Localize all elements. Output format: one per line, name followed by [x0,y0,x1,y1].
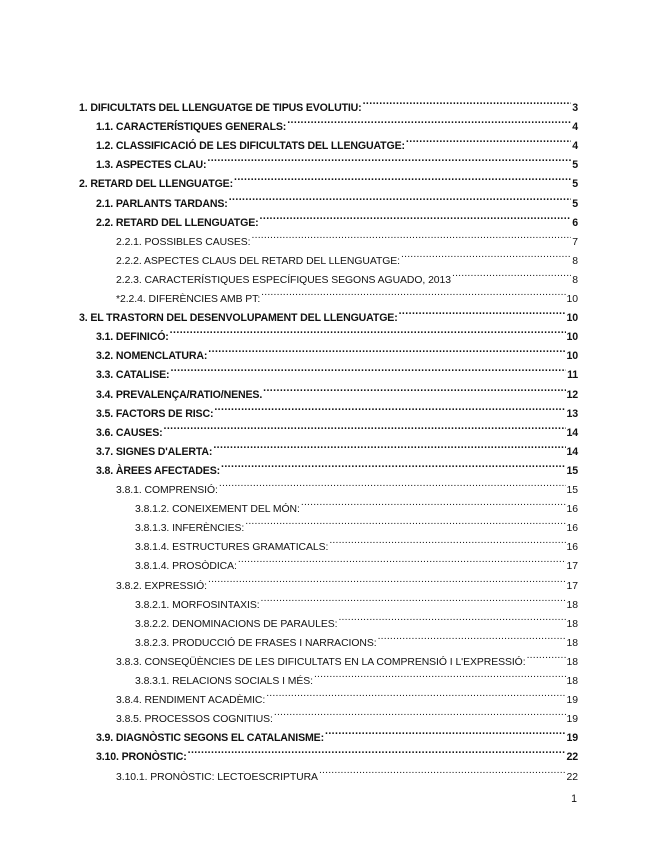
toc-entry-title: 3.1. DEFINICÓ: [96,331,169,344]
toc-dot-leader [314,665,566,684]
toc-entry[interactable] [116,264,578,286]
toc-dot-leader [261,283,565,302]
toc-entry-title: 3.9. DIAGNÒSTIC SEGONS EL CATALANISME: [96,732,324,745]
toc-dot-leader [261,589,566,608]
toc-dot-leader [207,149,571,168]
toc-dot-leader [214,398,565,417]
toc-entry-title: 2.2.2. ASPECTES CLAUS DEL RETARD DEL LLENGUATGE: [116,255,401,267]
toc-entry-page-number: 18 [566,676,578,687]
toc-entry-page-number: 7 [572,236,578,248]
toc-entry-page-number: 16 [566,542,578,554]
toc-entry-page-number: 4 [572,140,578,153]
toc-entry[interactable] [116,646,578,668]
toc-entry[interactable] [96,417,578,439]
toc-entry[interactable] [96,359,578,382]
toc-entry-page-number: 8 [572,255,578,267]
toc-entry[interactable] [96,130,578,153]
toc-entry[interactable] [96,321,578,344]
toc-entry-page-number: 18 [566,599,578,611]
toc-dot-leader [338,608,565,627]
toc-entry[interactable] [135,493,578,516]
toc-entry-page-number: 10 [566,331,578,344]
toc-dot-leader [406,130,571,149]
toc-entry[interactable] [135,627,578,649]
toc-dot-leader [329,531,565,550]
toc-dot-leader [170,359,566,378]
toc-entry-page-number: 17 [566,580,578,592]
footer-page-number: 1 [571,793,577,805]
toc-entry-page-number: 15 [566,485,578,496]
toc-entry-page-number: 18 [566,637,578,649]
toc-dot-leader [266,684,565,703]
toc-dot-leader [263,379,565,398]
toc-entry-page-number: 16 [566,523,578,535]
toc-entry-title: 2.2.3. CARACTERÍSTIQUES ESPECÍFIQUES SEGONS AGUADO, 2013 [116,274,451,286]
toc-entry[interactable] [79,92,578,114]
toc-entry-page-number: 22 [566,771,578,783]
toc-entry-page-number: 16 [566,504,578,516]
toc-entry[interactable] [96,340,578,363]
toc-dot-leader [527,646,566,665]
toc-entry-title: 1.1. CARACTERÍSTIQUES GENERALS: [96,121,287,134]
toc-entry-page-number: 19 [566,695,578,707]
toc-entry-title: 3.8.2.2. DENOMINACIONS DE PARAULES: [135,618,338,630]
toc-dot-leader [208,570,566,589]
toc-entry-page-number: 19 [566,732,578,745]
toc-entry[interactable] [116,761,578,783]
toc-dot-leader [252,226,572,245]
toc-dot-leader [378,627,566,646]
toc-dot-leader [221,455,566,474]
toc-entry[interactable] [135,550,578,573]
toc-entry-title: 2. RETARD DEL LLENGUATGE: [79,178,233,191]
toc-entry[interactable] [96,188,578,210]
toc-entry-page-number: 18 [566,656,578,668]
toc-dot-leader [274,703,566,722]
toc-entry[interactable] [116,570,578,592]
toc-entry-title: 1. DIFICULTATS DEL LLENGUATGE DE TIPUS EVOLUTIU: [79,102,362,114]
toc-entry-title: 3.8.2. EXPRESSIÓ: [116,580,207,592]
toc-entry[interactable] [79,168,578,191]
toc-entry-title: 3.8.1.2. CONEIXEMENT DEL MÓN: [135,504,300,516]
toc-dot-leader [363,92,572,111]
toc-entry-page-number: 4 [572,121,578,134]
toc-entry-page-number: 19 [566,714,578,726]
toc-entry[interactable] [96,741,578,764]
toc-entry-page-number: 18 [566,618,578,630]
toc-entry-page-number: 8 [572,274,578,286]
toc-entry-page-number: 12 [566,388,578,401]
toc-entry-title: 3.5. FACTORS DE RISC: [96,407,214,420]
toc-entry-title: 3.8.1.4. ESTRUCTURES GRAMATICALS: [135,542,329,554]
toc-entry[interactable] [96,398,578,420]
toc-entry-title: 1.2. CLASSIFICACIÓ DE LES DIFICULTATS DEL LLENGUATGE: [96,140,405,153]
toc-entry[interactable] [96,379,578,401]
toc-entry-title: 3.8.1. COMPRENSIÓ: [116,485,218,496]
toc-entry-title: 3.10. PRONÒSTIC: [96,751,187,764]
toc-dot-leader [260,207,572,226]
toc-entry-page-number: 22 [566,751,578,764]
toc-entry-page-number: 5 [572,159,578,172]
toc-entry[interactable] [96,111,578,134]
toc-entry-page-number: 11 [567,369,578,382]
toc-entry-page-number: 14 [566,445,578,458]
toc-dot-leader [319,761,566,780]
toc-entry[interactable] [116,684,578,707]
toc-entry-title: 3.8.3.1. RELACIONS SOCIALS I MÉS: [135,676,313,687]
toc-entry[interactable] [96,436,578,458]
toc-dot-leader [287,111,571,130]
toc-dot-leader [399,302,566,321]
toc-entry-title: 3.8.1.4. PROSÒDICA: [135,561,237,573]
toc-dot-leader [164,417,566,436]
toc-entry[interactable] [96,455,578,477]
toc-entry-page-number: 10 [566,294,578,305]
toc-entry-title: 3.8.2.1. MORFOSINTAXIS: [135,599,260,611]
toc-dot-leader [452,264,571,283]
toc-dot-leader [234,168,571,187]
toc-dot-leader [245,512,565,531]
toc-entry-title: 3.3. CATALISE: [96,369,170,382]
toc-entry-title: 3.6. CAUSES: [96,426,163,439]
toc-entry-title: 3.4. PREVALENÇA/RATIO/NENES. [96,388,263,401]
toc-entry-title: 3.2. NOMENCLATURA: [96,350,208,363]
toc-entry[interactable] [135,665,578,687]
toc-entry-page-number: 3 [572,102,578,114]
toc-entry-title: 3.8.1.3. INFERÈNCIES: [135,523,245,535]
toc-entry-page-number: 10 [566,312,578,325]
toc-entry[interactable] [116,245,578,267]
toc-entry-title: *2.2.4. DIFERÈNCIES AMB PT: [116,294,261,305]
toc-entry[interactable] [96,722,578,745]
toc-entry-page-number: 6 [572,216,578,229]
toc-entry-page-number: 17 [566,561,578,573]
toc-entry[interactable] [96,207,578,229]
toc-dot-leader [229,188,572,207]
toc-entry[interactable] [135,589,578,611]
toc-dot-leader [213,436,565,455]
toc-dot-leader [219,474,566,493]
toc-entry-title: 2.2.1. POSSIBLES CAUSES: [116,236,251,248]
toc-dot-leader [208,340,565,359]
toc-entry-title: 3.7. SIGNES D'ALERTA: [96,445,213,458]
toc-entry-title: 3.8.5. PROCESSOS COGNITIUS: [116,714,273,726]
toc-entry[interactable] [96,149,578,172]
toc-entry-title: 3.8.3. CONSEQÜÈNCIES DE LES DIFICULTATS EN LA COMPRENSIÓ I L'EXPRESSIÓ: [116,656,526,668]
toc-entry[interactable] [135,608,578,630]
toc-dot-leader [188,741,566,760]
toc-entry-page-number: 15 [566,464,578,477]
toc-entry-title: 3.10.1. PRONÒSTIC: LECTOESCRIPTURA [116,771,318,783]
toc-entry[interactable] [79,302,578,325]
toc-dot-leader [325,722,566,741]
toc-entry-title: 3.8. ÀREES AFECTADES: [96,464,220,477]
toc-entry-title: 1.3. ASPECTES CLAU: [96,159,207,172]
toc-dot-leader [301,493,566,512]
toc-entry-title: 2.1. PARLANTS TARDANS: [96,197,228,210]
toc-entry[interactable] [116,474,578,496]
toc-entry[interactable] [116,703,578,726]
toc-entry-title: 3.8.4. RENDIMENT ACADÈMIC: [116,695,266,707]
toc-entry[interactable] [116,226,578,248]
toc-entry[interactable] [116,283,578,305]
toc-dot-leader [401,245,571,264]
toc-dot-leader [170,321,566,340]
toc-entry-page-number: 5 [572,197,578,210]
toc-entry-page-number: 10 [566,350,578,363]
toc-entry[interactable] [135,531,578,554]
toc-entry-title: 2.2. RETARD DEL LLENGUATGE: [96,216,259,229]
toc-dot-leader [238,550,566,569]
toc-entry-page-number: 14 [566,426,578,439]
toc-entry-page-number: 13 [566,407,578,420]
toc-entry-title: 3.8.2.3. PRODUCCIÓ DE FRASES I NARRACIONS: [135,637,377,649]
toc-entry[interactable] [135,512,578,535]
toc-entry-page-number: 5 [572,178,578,191]
toc-entry-title: 3. EL TRASTORN DEL DESENVOLUPAMENT DEL LLENGUATGE: [79,312,398,325]
